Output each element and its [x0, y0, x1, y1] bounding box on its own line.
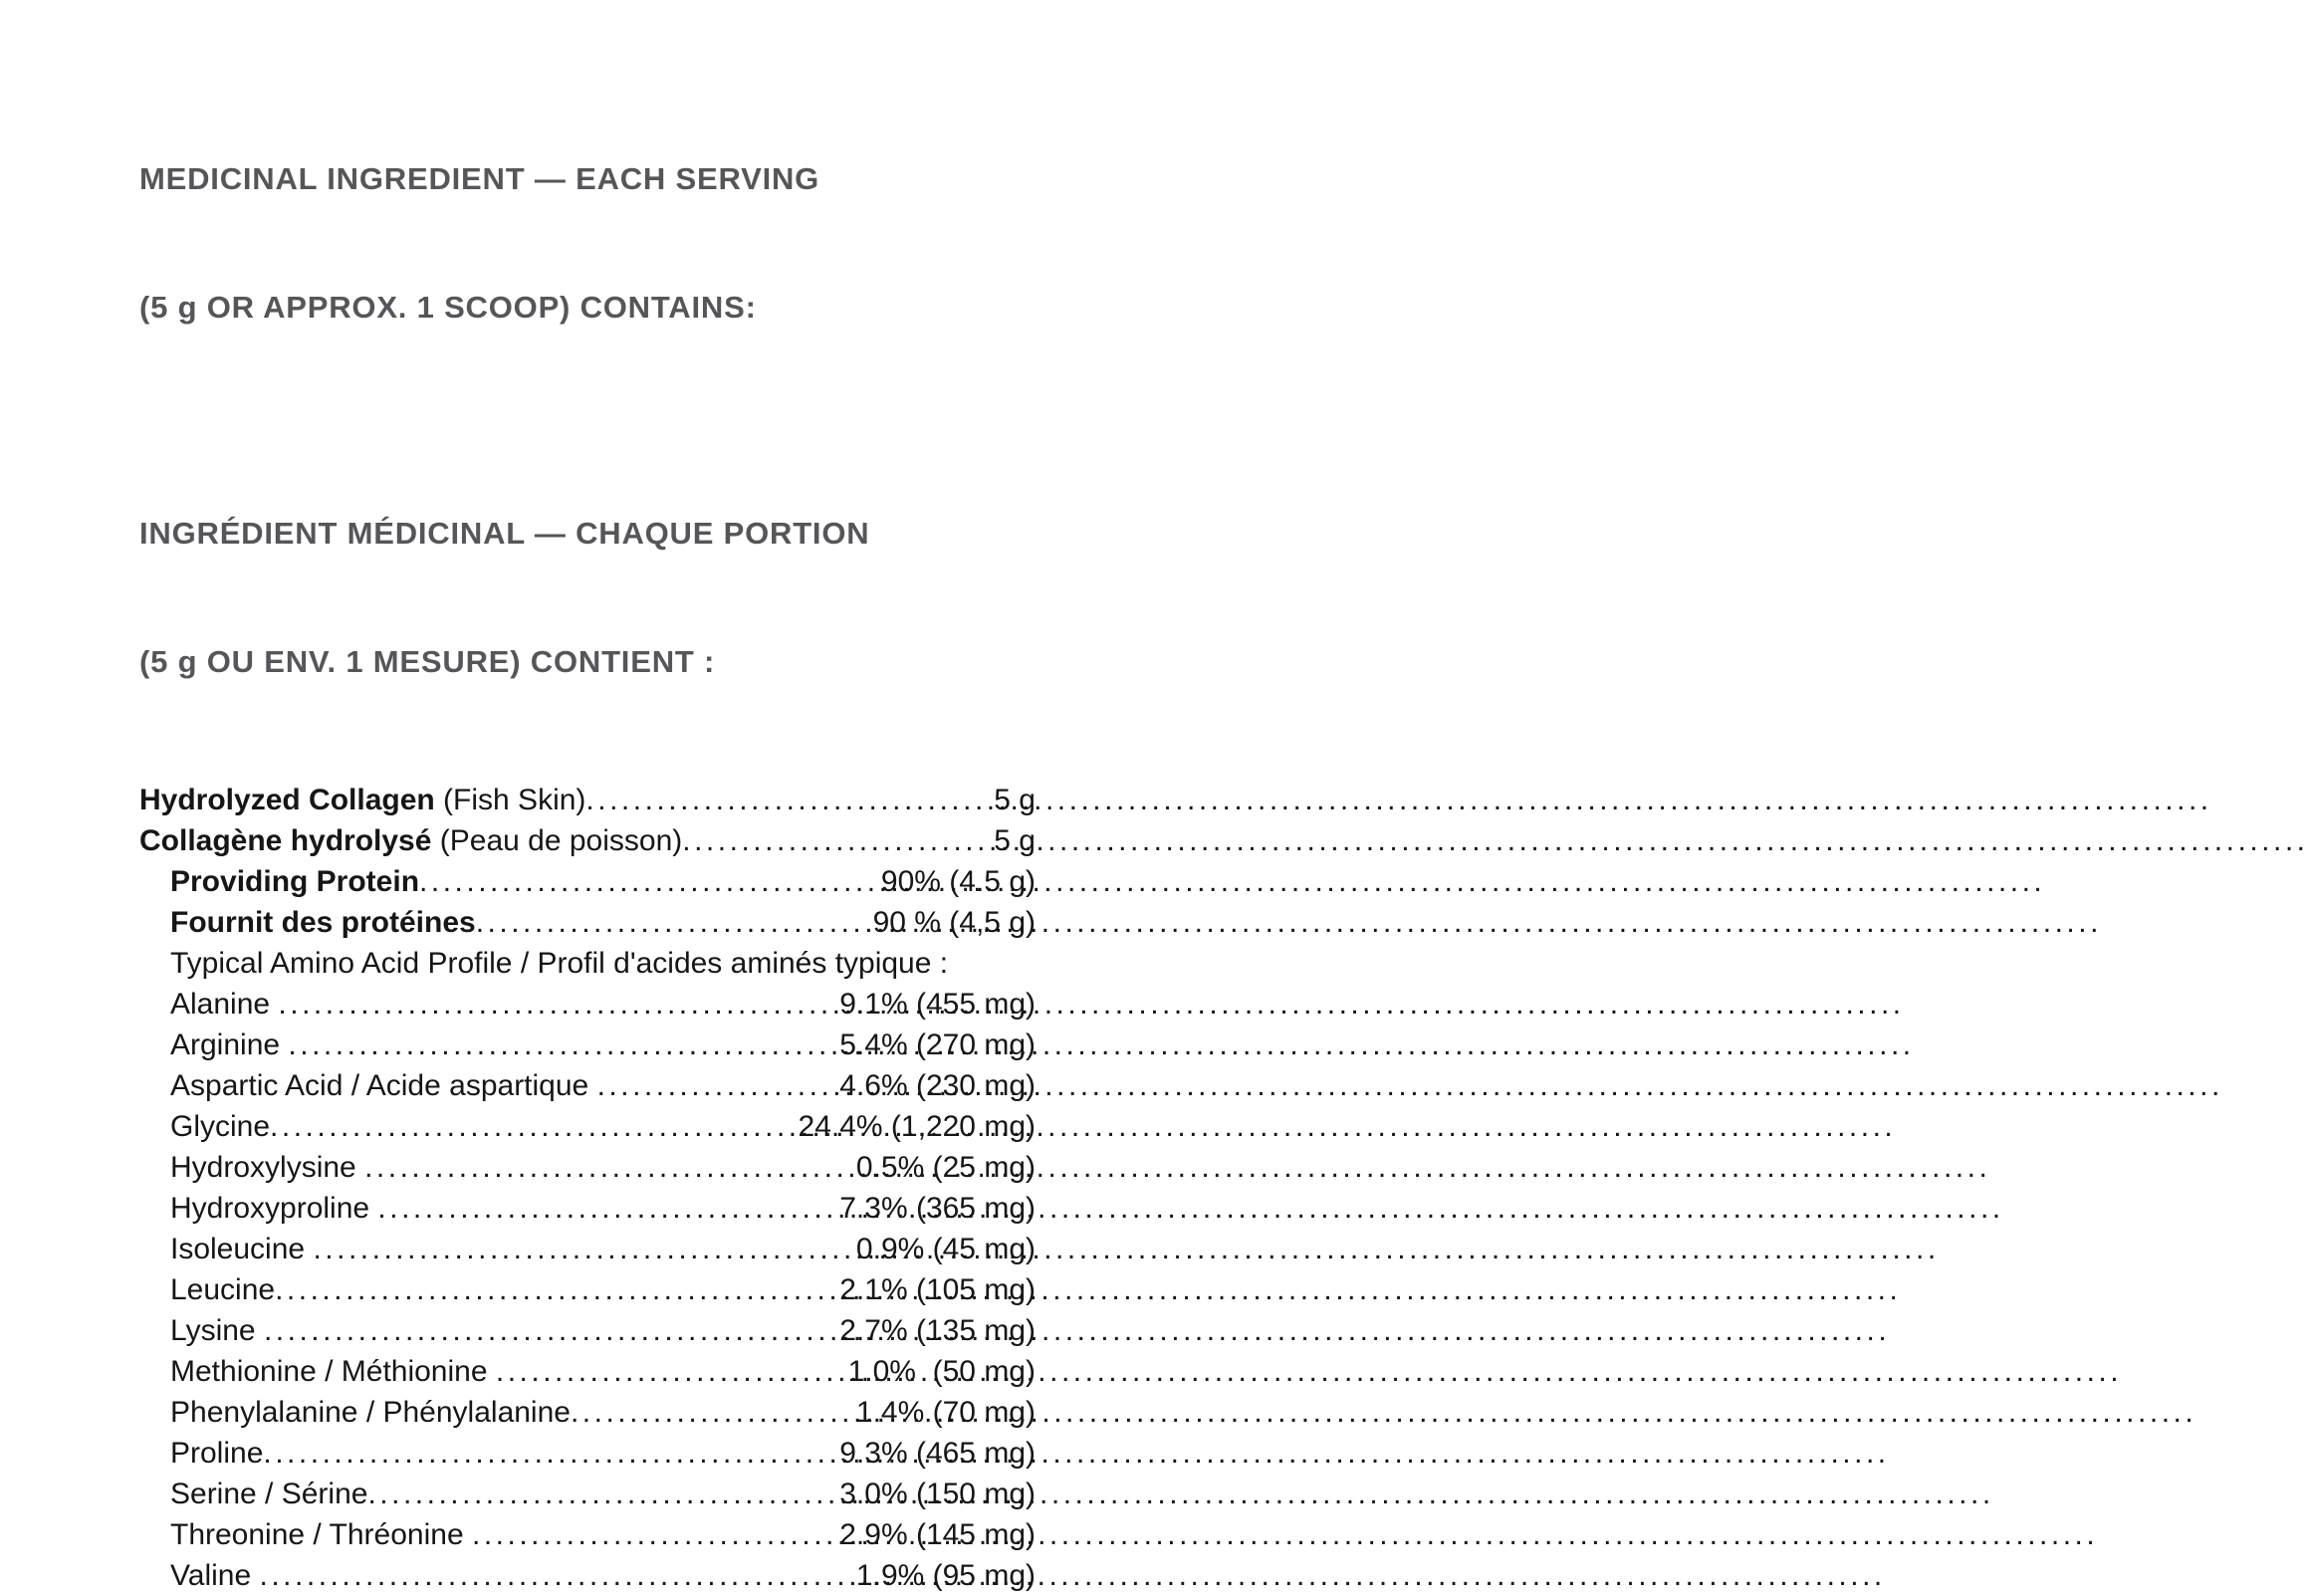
amino-acid-name: Glycine [170, 1110, 271, 1143]
amino-acid-value: 1.0% (50 mg) [847, 1355, 1036, 1388]
amino-acid-name: Alanine [170, 988, 279, 1021]
amino-acid-name: Phenylalanine / Phénylalanine [170, 1396, 571, 1429]
heading-french-line1: INGRÉDIENT MÉDICINAL — CHAQUE PORTION [139, 516, 870, 551]
amino-acid-name: Proline [170, 1437, 264, 1470]
dot-leader [571, 1392, 848, 1433]
ingredient-note: (Peau de poisson) [431, 824, 683, 857]
amino-acid-value: 1.9% (95 mg) [855, 1559, 1036, 1592]
amino-acid-name: Threonine / Thréonine [170, 1518, 472, 1551]
amino-acid-row-threonine [139, 1514, 1036, 1555]
amino-acid-value: 0.9% (45 mg) [855, 1233, 1036, 1265]
dot-leader [682, 820, 994, 861]
amino-acid-name: Methionine / Méthionine [170, 1355, 496, 1388]
dot-leader [313, 1229, 855, 1269]
dot-leader [264, 1310, 831, 1351]
dot-leader [585, 780, 994, 820]
dot-leader [270, 1106, 798, 1147]
ingredient-name: Hydrolyzed Collagen [139, 784, 435, 816]
amino-acid-value: 3.0% (150 mg) [839, 1478, 1036, 1510]
ingredient-row-providing-protein [139, 861, 1036, 902]
ingredient-note: (Fish Skin) [434, 784, 586, 816]
amino-acid-name: Isoleucine [170, 1233, 314, 1265]
amino-acid-row-methionine [139, 1351, 1036, 1392]
amino-acid-row-isoleucine [139, 1229, 1036, 1269]
heading-english-line1: MEDICINAL INGREDIENT — EACH SERVING [139, 161, 820, 196]
ingredient-row-hydrolyzed-collagen [139, 780, 1036, 820]
heading-french [139, 426, 1036, 769]
amino-acid-row-lysine [139, 1310, 1036, 1351]
ingredient-value: 5 g [994, 784, 1036, 816]
amino-acid-value: 1.4% (70 mg) [847, 1396, 1036, 1429]
amino-acid-value: 0.5% (25 mg) [847, 1151, 1036, 1184]
ingredient-name: Fournit des protéines [170, 906, 476, 939]
heading-english [139, 72, 1036, 414]
dot-leader [260, 1555, 856, 1596]
amino-acid-row-hydroxylysine [139, 1147, 1036, 1188]
heading-french-line2: (5 g OU ENV. 1 MESURE) CONTIENT : [139, 644, 716, 679]
dot-leader [367, 1474, 839, 1514]
dot-leader [278, 984, 830, 1025]
amino-acid-row-alanine [139, 984, 1036, 1025]
ingredient-name: Providing Protein [170, 865, 420, 898]
dot-leader [476, 902, 873, 943]
dot-leader [377, 1188, 839, 1229]
dot-leader [263, 1433, 839, 1474]
amino-acid-value: 4.6% (230 mg) [839, 1069, 1036, 1102]
dot-leader [472, 1514, 839, 1555]
dot-leader [419, 861, 881, 902]
amino-acid-value: 5.4% (270 mg) [830, 1028, 1036, 1061]
amino-acid-value: 2.1% (105 mg) [839, 1273, 1036, 1306]
dot-leader [364, 1147, 848, 1188]
ingredient-list [139, 780, 1036, 1596]
dot-leader [275, 1269, 839, 1310]
ingredient-value: 5 g [994, 824, 1036, 857]
amino-acid-value: 24.4% (1,220 mg) [798, 1110, 1036, 1143]
amino-acid-row-proline [139, 1433, 1036, 1474]
amino-acid-name: Serine / Sérine [170, 1478, 368, 1510]
ingredient-name: Collagène hydrolysé [139, 824, 432, 857]
amino-acid-row-valine [139, 1555, 1036, 1596]
amino-acid-value: 7.3% (365 mg) [839, 1192, 1036, 1225]
medicinal-ingredient-panel [139, 72, 1036, 1596]
heading-english-line2: (5 g OR APPROX. 1 SCOOP) CONTAINS: [139, 290, 757, 325]
amino-acid-row-phenylalanine [139, 1392, 1036, 1433]
amino-acid-name: Valine [170, 1559, 260, 1592]
amino-acid-name: Hydroxyproline [170, 1192, 378, 1225]
dot-leader [288, 1025, 831, 1065]
ingredient-name: Typical Amino Acid Profile / Profil d'acides aminés typique : [170, 947, 949, 980]
amino-acid-row-glycine [139, 1106, 1036, 1147]
amino-acid-row-aspartic-acid [139, 1065, 1036, 1106]
dot-leader [496, 1351, 848, 1392]
ingredient-row-fournit-des-proteines [139, 902, 1036, 943]
amino-acid-row-hydroxyproline [139, 1188, 1036, 1229]
amino-acid-value: 9.1% (455 mg) [830, 988, 1036, 1021]
dot-leader [597, 1065, 840, 1106]
ingredient-value: 90 % (4,5 g) [872, 906, 1036, 939]
amino-acid-name: Aspartic Acid / Acide aspartique [170, 1069, 597, 1102]
ingredient-value: 90% (4.5 g) [880, 865, 1036, 898]
amino-acid-row-leucine [139, 1269, 1036, 1310]
amino-acid-value: 2.7% (135 mg) [830, 1314, 1036, 1347]
amino-acid-value: 9.3% (465 mg) [839, 1437, 1036, 1470]
amino-acid-row-serine [139, 1474, 1036, 1514]
amino-acid-value: 2.9% (145 mg) [839, 1518, 1036, 1551]
amino-acid-name: Lysine [170, 1314, 264, 1347]
amino-acid-name: Arginine [170, 1028, 289, 1061]
amino-acid-name: Hydroxylysine [170, 1151, 365, 1184]
ingredient-row-collagene-hydrolyse [139, 820, 1036, 861]
amino-acid-profile-heading [139, 943, 1036, 984]
amino-acid-row-arginine [139, 1025, 1036, 1065]
amino-acid-name: Leucine [170, 1273, 276, 1306]
